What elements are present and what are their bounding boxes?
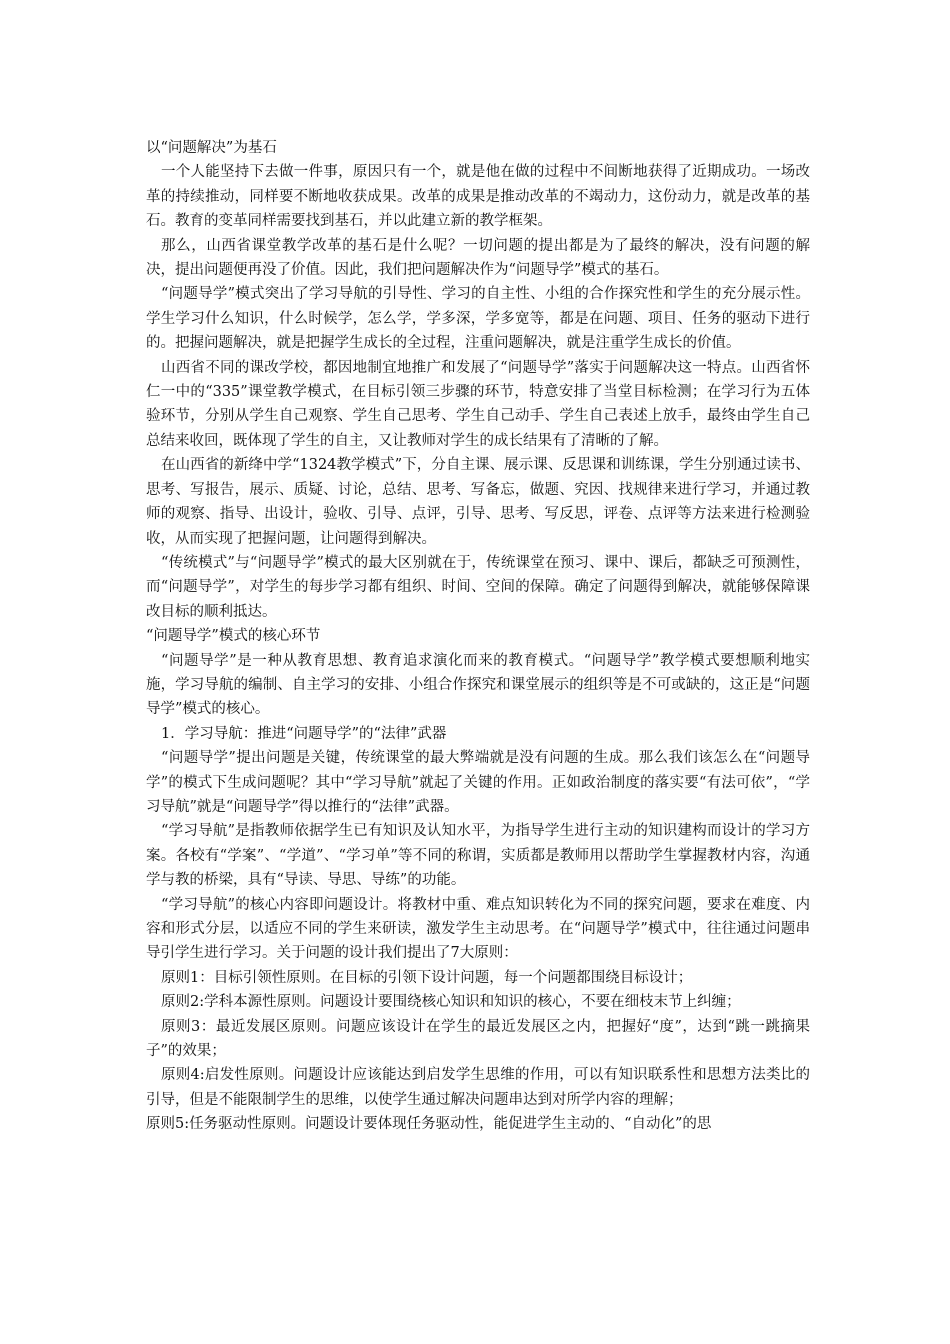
paragraph: “学习导航”的核心内容即问题设计。将教材中重、难点知识转化为不同的探究问题，要求在难度、内容和形式分层，以适应不同的学生来研读，激发学生主动思考。在“问题导学”模式中，往往通过问题串导引学生进行学习。关于问题的设计我们提出了7大原则：: [146, 896, 810, 962]
paragraph: 山西省不同的课改学校，都因地制宜地推广和发展了“问题导学”落实于问题解决这一特点。山西省怀仁一中的“335”课堂教学模式，在目标引领三步骤的环节，特意安排了当堂目标检测；在学习行为五体验环节，分别从学生自己观察、学生自己思考、学生自己动手、学生自己表述上放手，最终由学生自己总结来收回，既体现了学生的自主，又让教师对学生的成长结果有了清晰的了解。: [146, 359, 810, 449]
section-heading: 以“问题解决”为基石: [146, 140, 277, 156]
paragraph: “传统模式”与“问题导学”模式的最大区别就在于，传统课堂在预习、课中、课后，都缺乏可预测性，而“问题导学”，对学生的每步学习都有组织、时间、空间的保障。确定了问题得到解决，就能够保障课改目标的顺利抵达。: [146, 554, 810, 620]
document-body: [146, 136, 810, 1137]
paragraph: 一个人能坚持下去做一件事，原因只有一个，就是他在做的过程中不间断地获得了近期成功。一场改革的持续推动，同样要不断地收获成果。改革的成果是推动改革的不竭动力，这份动力，就是改革的基石。教育的变革同样需要找到基石，并以此建立新的教学框架。: [146, 164, 810, 230]
paragraph: “问题导学”提出问题是关键，传统课堂的最大弊端就是没有问题的生成。那么我们该怎么在“问题导学”的模式下生成问题呢？其中“学习导航”就起了关键的作用。正如政治制度的落实要“有法可依”，“学习导航”就是“问题导学”得以推行的“法律”武器。: [146, 750, 810, 815]
principle-item: 原则4:启发性原则。问题设计应该能达到启发学生思维的作用，可以有知识联系性和思想方法类比的引导，但是不能限制学生的思维，以使学生通过解决问题串达到对所学内容的理解；: [146, 1067, 810, 1108]
paragraph: “问题导学”是一种从教育思想、教育追求演化而来的教育模式。“问题导学”教学模式要想顺利地实施，学习导航的编制、自主学习的安排、小组合作探究和课堂展示的组织等是不可或缺的，这正是“问题导学”模式的核心。: [146, 652, 810, 718]
subsection-heading: 1．学习导航：推进“问题导学”的“法律”武器: [161, 725, 447, 742]
principle-item: 原则3：最近发展区原则。问题应该设计在学生的最近发展区之内，把握好“度”，达到“跳一跳摘果子”的效果；: [146, 1018, 810, 1060]
principle-item: 原则2:学科本源性原则。问题设计要围绕核心知识和知识的核心，不要在细枝末节上纠缠；: [161, 994, 741, 1011]
paragraph: 那么，山西省课堂教学改革的基石是什么呢？一切问题的提出都是为了最终的解决，没有问题的解决，提出问题便再没了价值。因此，我们把问题解决作为“问题导学”模式的基石。: [146, 237, 810, 279]
paragraph: “问题导学”模式突出了学习导航的引导性、学习的自主性、小组的合作探究性和学生的充分展示性。学生学习什么知识，什么时候学，怎么学，学多深，学多宽等，都是在问题、项目、任务的驱动下进行的。把握问题解决，就是把握学生成长的全过程，注重问题解决，就是注重学生成长的价值。: [146, 286, 810, 352]
principle-item: 原则1：目标引领性原则。在目标的引领下设计问题，每一个问题都围绕目标设计；: [161, 969, 693, 986]
paragraph: “学习导航”是指教师依据学生已有知识及认知水平，为指导学生进行主动的知识建构而设计的学习方案。各校有“学案”、“学道”、“学习单”等不同的称谓，实质都是教师用以帮助学生掌握教材内容，沟通学与教的桥梁，具有“导读、导思、导练”的功能。: [146, 823, 810, 889]
principle-item: 原则5:任务驱动性原则。问题设计要体现任务驱动性，能促进学生主动的、“自动化”的思: [146, 1116, 712, 1133]
paragraph: 在山西省的新绛中学“1324教学模式”下，分自主课、展示课、反思课和训练课，学生分别通过读书、思考、写报告，展示、质疑、讨论，总结、思考、写备忘，做题、究因、找规律来进行学习，并通过教师的观察、指导、出设计，验收、引导、点评，引导、思考、写反思，评卷、点评等方法来进行检测验收，从而实现了把握问题，让问题得到解决。: [146, 457, 810, 547]
section-heading: “问题导学”模式的核心环节: [146, 628, 321, 645]
